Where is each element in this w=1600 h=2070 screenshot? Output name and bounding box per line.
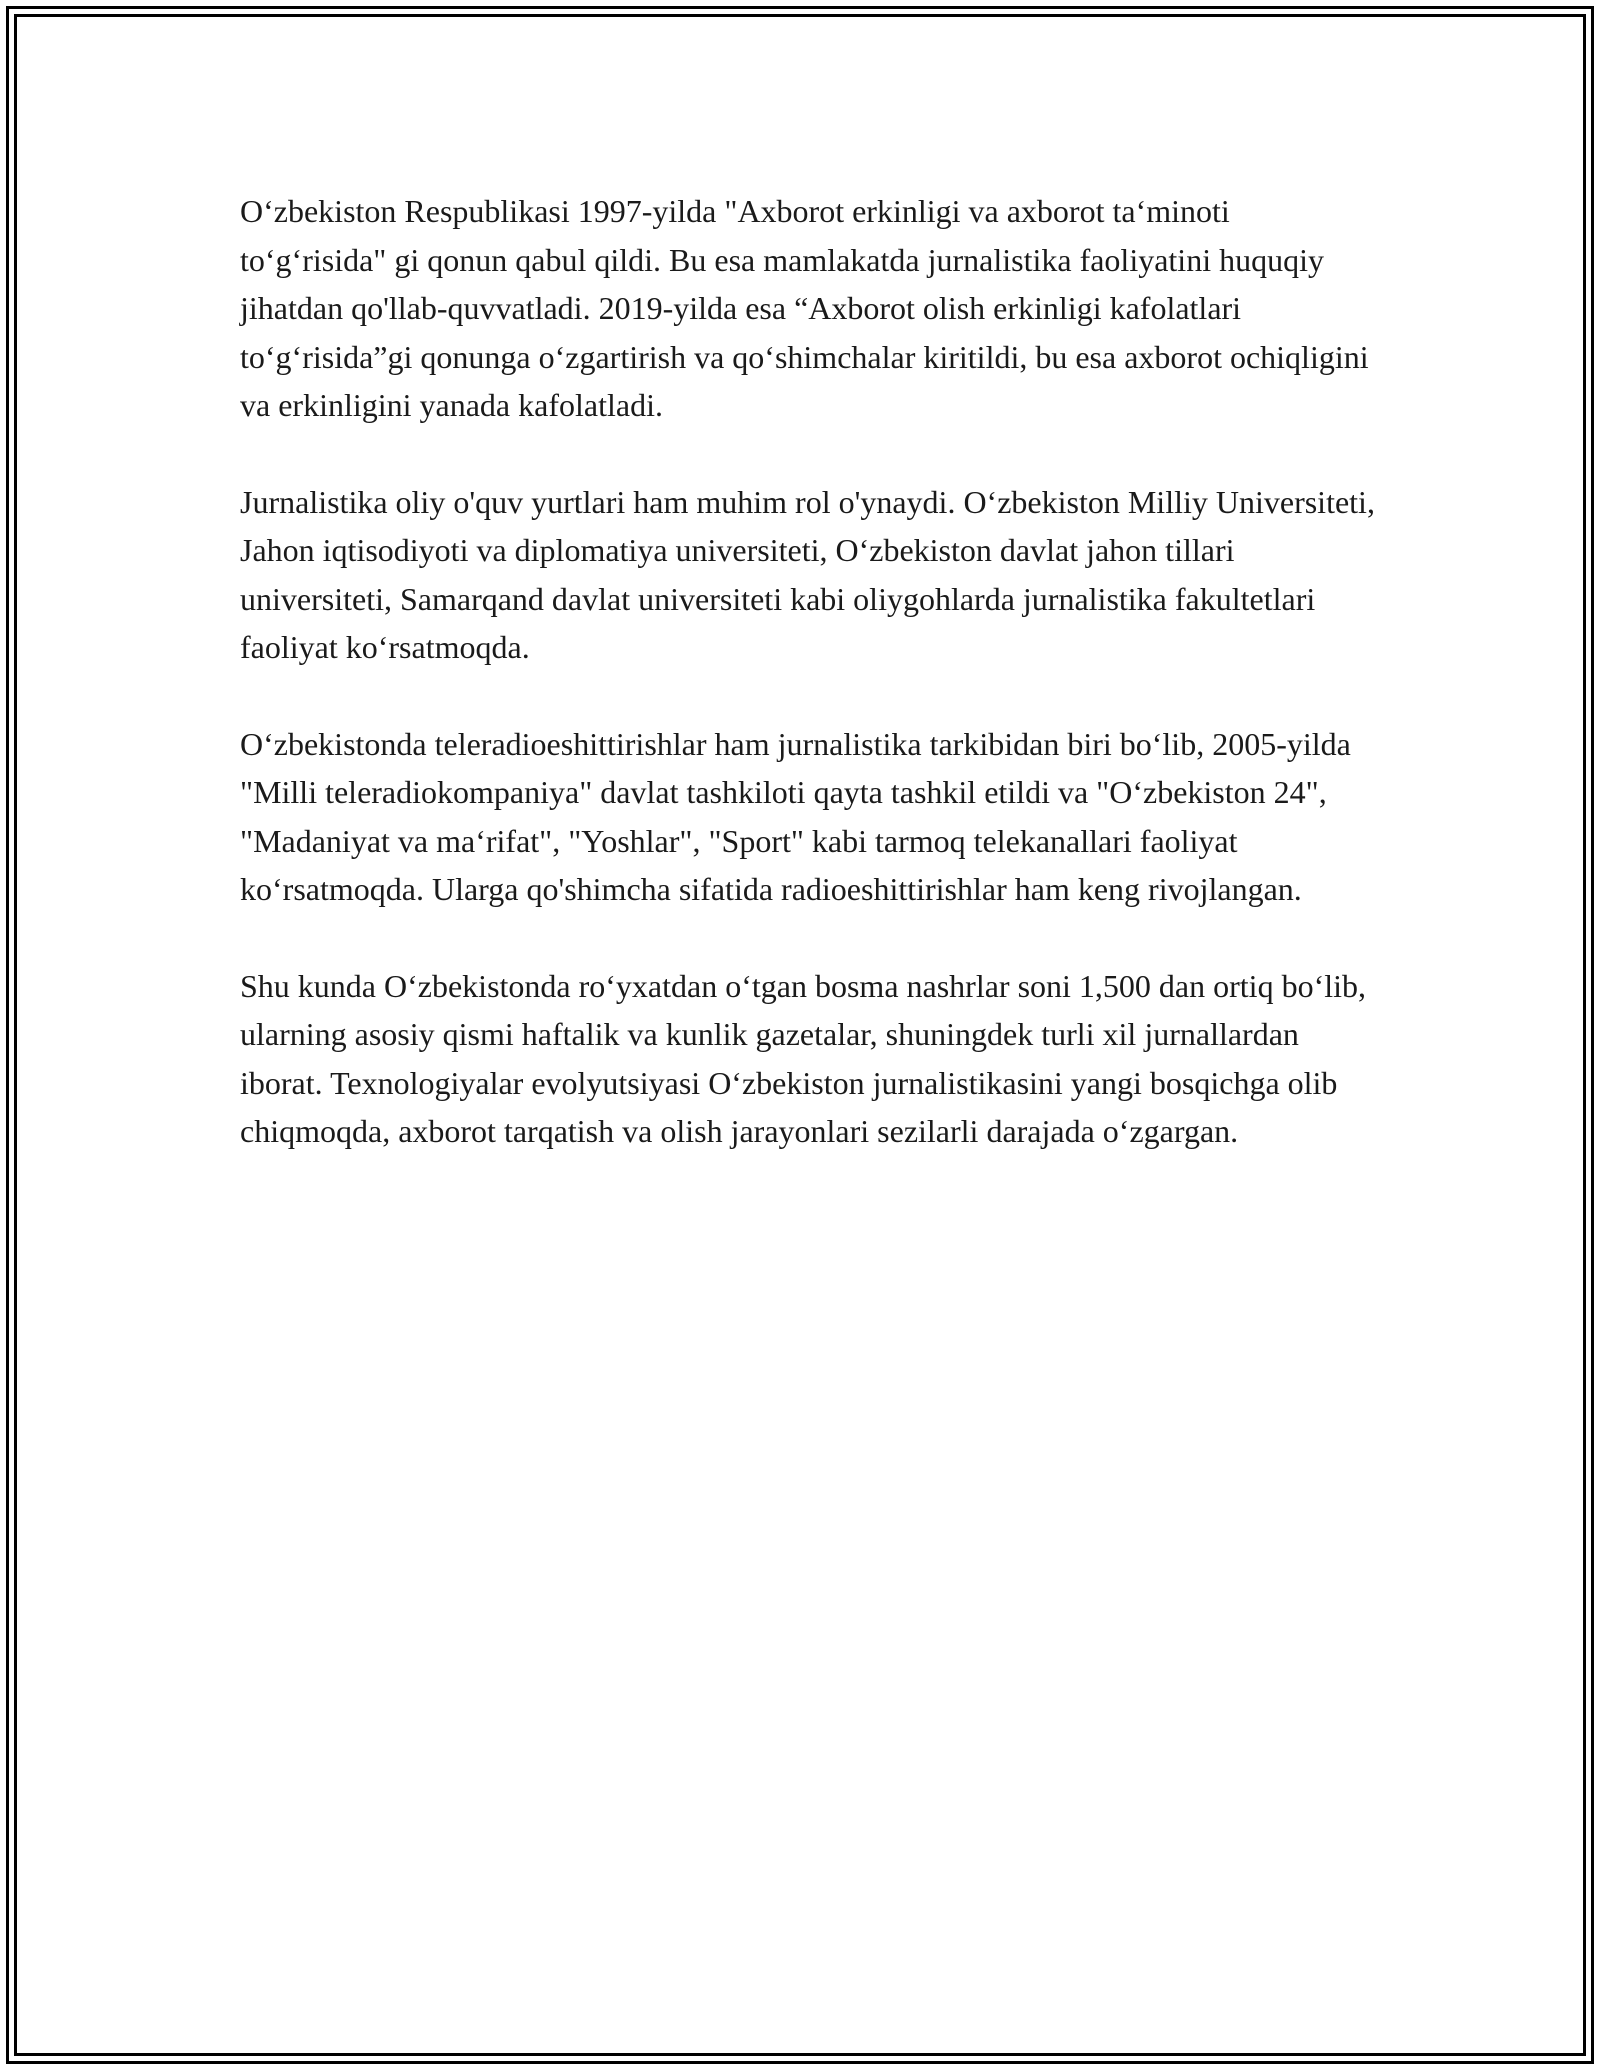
page-border-outer bbox=[6, 6, 1594, 2064]
document-body bbox=[240, 187, 1380, 1204]
paragraph-universities: Jurnalistika oliy o'quv yurtlari ham muhim rol o'ynaydi. O‘zbekiston Milliy Universiteti, Jahon iqtisodiyoti va diplomatiya universiteti, O‘zbekiston davlat jahon tillari universiteti, Samarqand davlat universiteti kabi oliygohlarda jurnalistika fakultetlari faoliyat ko‘rsatmoqda. bbox=[240, 483, 1375, 665]
paragraph-legal-framework: O‘zbekiston Respublikasi 1997-yilda "Axborot erkinligi va axborot ta‘minoti to‘g‘risida" gi qonun qabul qildi. Bu esa mamlakatda jurnalistika faoliyatini huquqiy jihatdan qo'llab-quvvatladi. 2019-yilda esa “Axborot olish erkinligi kafolatlari to‘g‘risida”gi qonunga o‘zgartirish va qo‘shimchalar kiritildi, bu esa axborot ochiqligini va erkinligini yanada kafolatladi. bbox=[240, 193, 1369, 423]
paragraph-broadcasting: O‘zbekistonda teleradioeshittirishlar ham jurnalistika tarkibidan biri bo‘lib, 2005-yilda "Milli teleradiokompaniya" davlat tashkiloti qayta tashkil etildi va "O‘zbekiston 24", "Madaniyat va ma‘rifat", "Yoshlar", "Sport" kabi tarmoq telekanallari faoliyat ko‘rsatmoqda. Ularga qo'shimcha sifatida radioeshittirishlar ham keng rivojlangan. bbox=[240, 725, 1351, 907]
paragraph-print-media: Shu kunda O‘zbekistonda ro‘yxatdan o‘tgan bosma nashrlar soni 1,500 dan ortiq bo‘lib, ularning asosiy qismi haftalik va kunlik gazetalar, shuningdek turli xil jurnallardan iborat. Texnologiyalar evolyutsiyasi O‘zbekiston jurnalistikasini yangi bosqichga olib chiqmoqda, axborot tarqatish va olish jarayonlari sezilarli darajada o‘zgargan. bbox=[240, 967, 1366, 1149]
page-border-inner bbox=[14, 14, 1586, 2056]
